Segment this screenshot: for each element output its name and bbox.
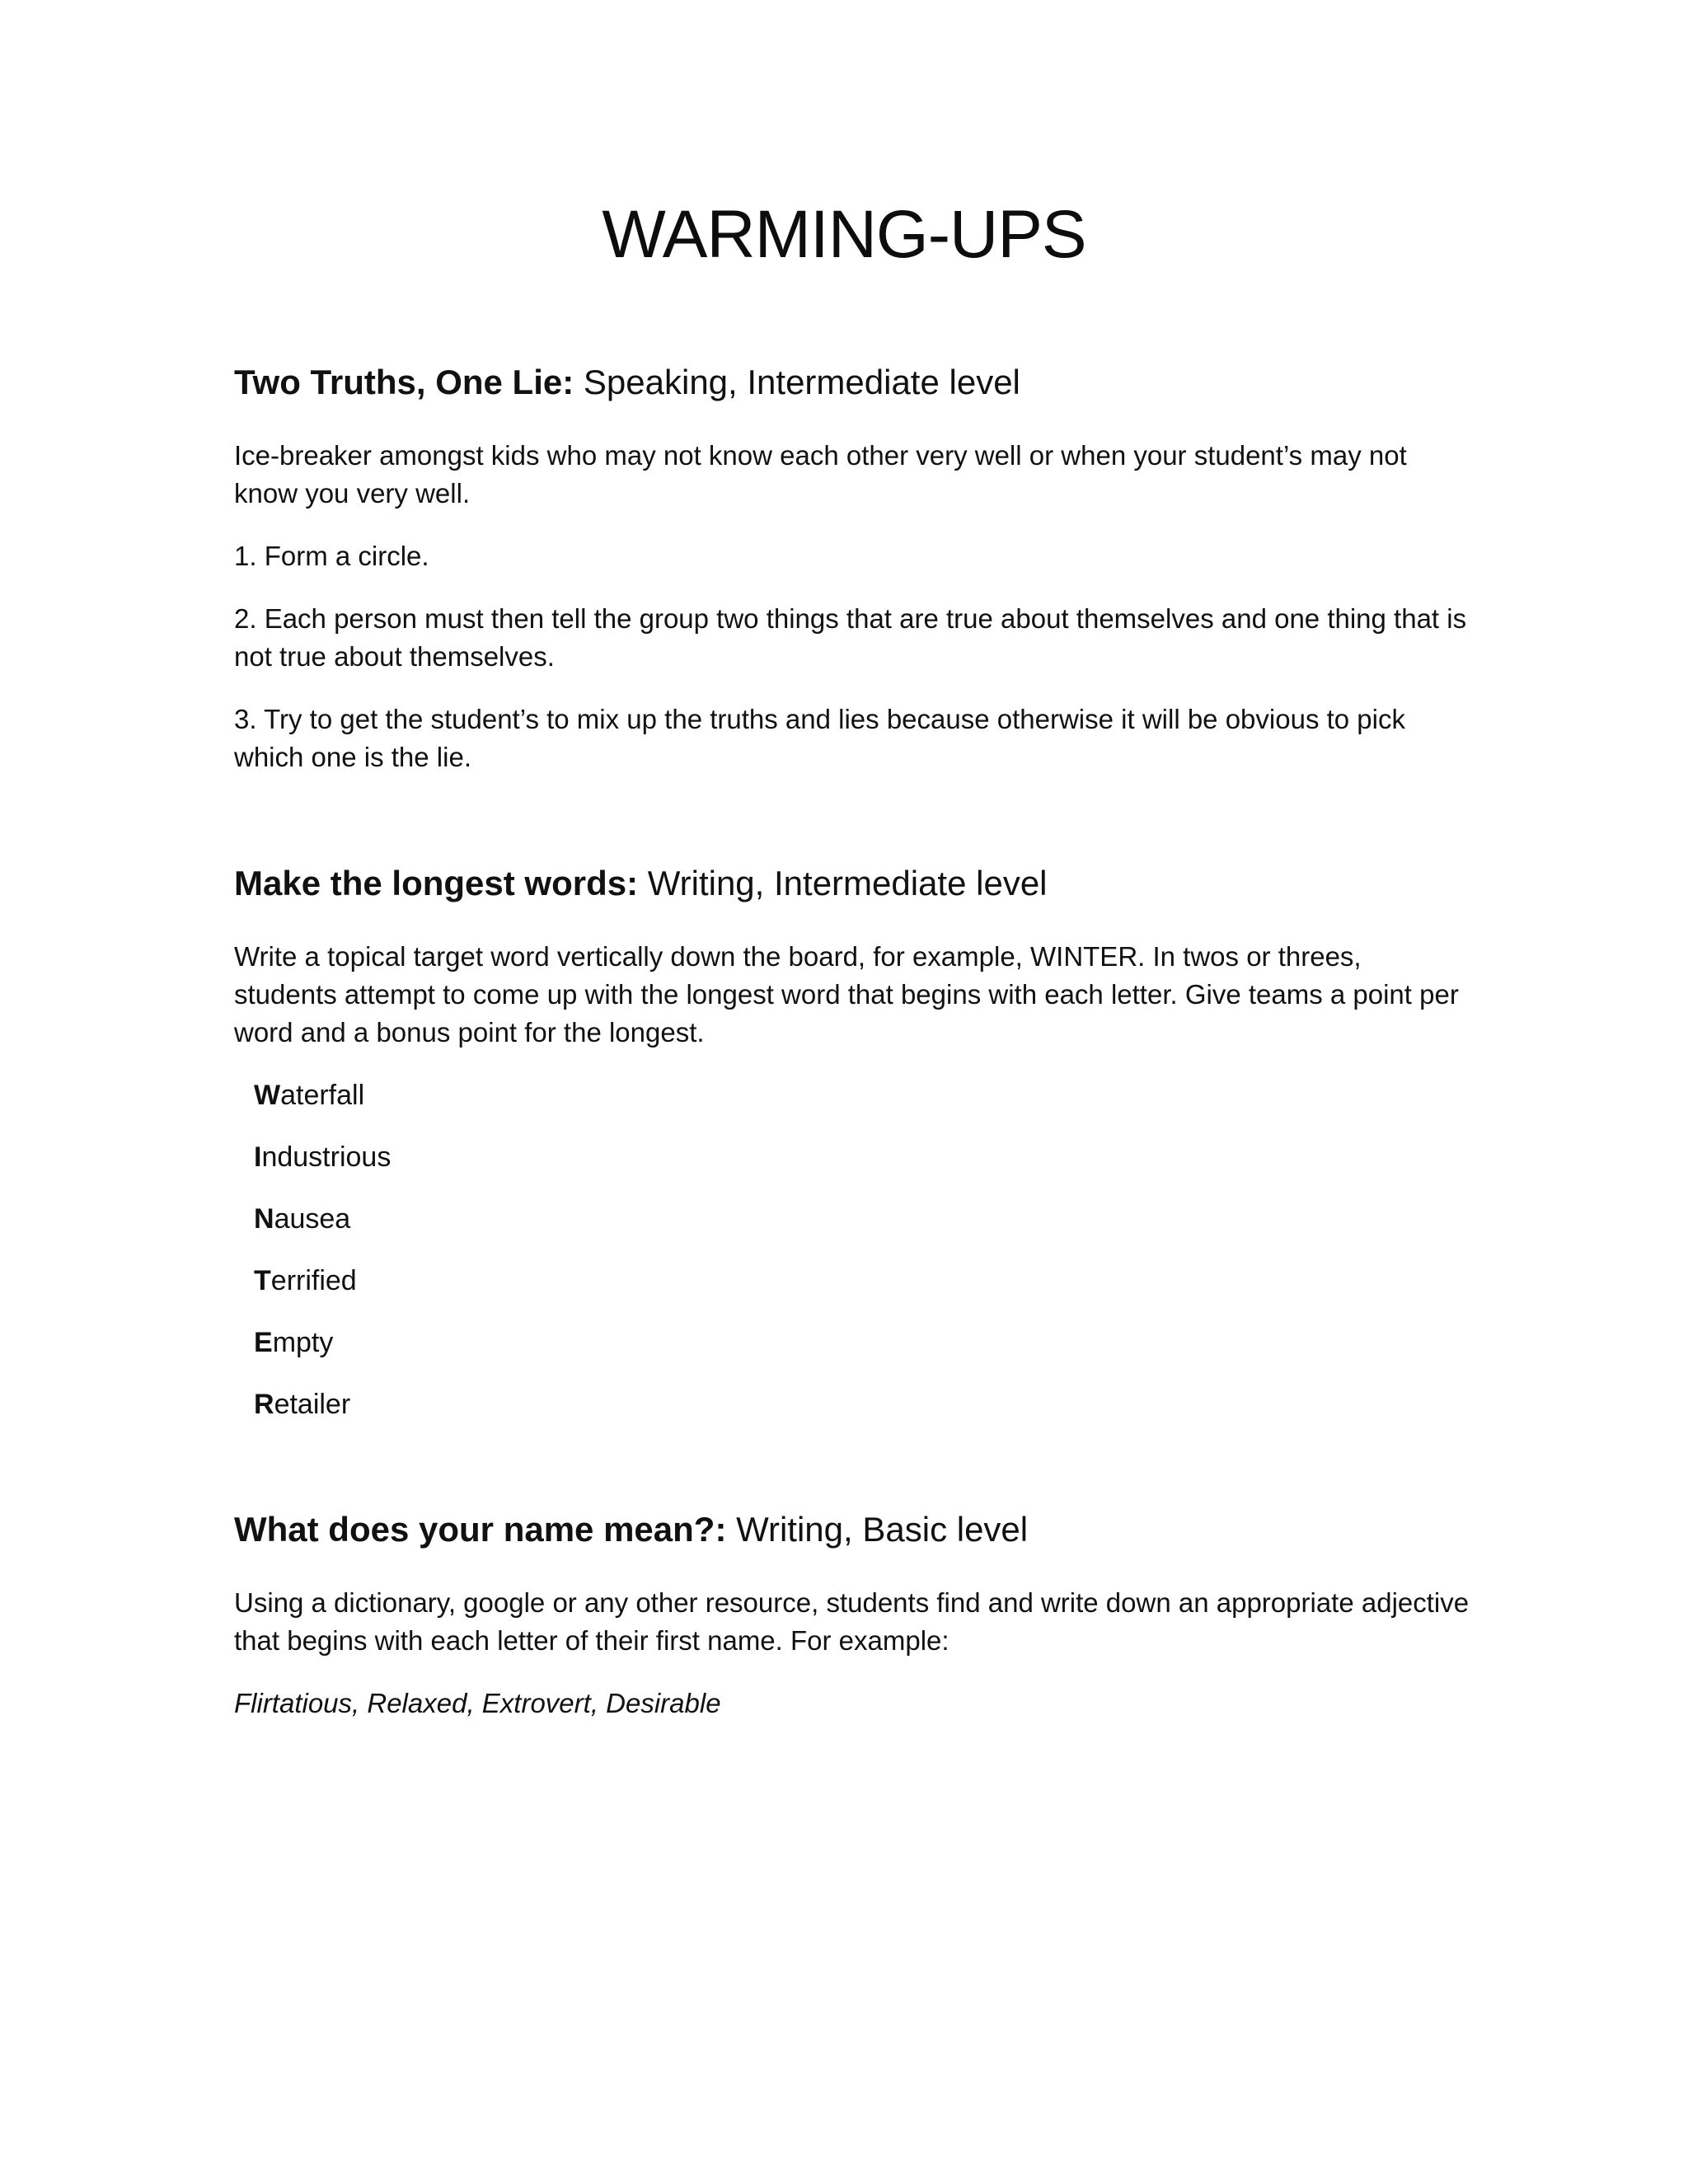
acrostic-rest: ausea — [274, 1203, 351, 1235]
section-heading-name: What does your name mean?: — [234, 1510, 727, 1549]
section-heading-name: Two Truths, One Lie: — [234, 363, 574, 401]
section-heading-name: Make the longest words: — [234, 864, 639, 902]
acrostic-rest: ndustrious — [261, 1141, 392, 1173]
acrostic-letter: W — [254, 1080, 281, 1111]
acrostic-rest: errified — [270, 1265, 357, 1296]
acrostic-letter: R — [254, 1389, 274, 1420]
step-item: 2. Each person must then tell the group two things that are true about themselves and one thing that is not true about themselves. — [234, 603, 1467, 672]
page-title: WARMING-UPS — [602, 197, 1086, 272]
step-item: 3. Try to get the student’s to mix up the truths and lies because otherwise it will be obvious to pick which one is the lie. — [234, 704, 1405, 772]
section-two-truths-one-lie — [234, 359, 1470, 776]
section-heading — [234, 359, 1470, 405]
acrostic-letter: T — [254, 1265, 271, 1296]
acrostic-letter: E — [254, 1327, 273, 1358]
section-heading-level: Writing, Intermediate level — [638, 864, 1048, 902]
section-longest-words — [234, 860, 1470, 1447]
acrostic-rest: aterfall — [280, 1080, 365, 1111]
acrostic-item — [234, 1385, 1470, 1423]
section-description: Write a topical target word vertically down the board, for example, WINTER. In twos or threes, students attempt to come up with the longest word that begins with each letter. Give teams a point per word and a bonus point for the longest. — [234, 941, 1459, 1047]
acrostic-item — [234, 1076, 1470, 1114]
section-description: Using a dictionary, google or any other resource, students find and write down an appropriate adjective that begins with each letter of their first name. For example: — [234, 1587, 1470, 1656]
acrostic-item — [234, 1200, 1470, 1238]
step-item: 1. Form a circle. — [234, 541, 429, 571]
section-heading-level: Speaking, Intermediate level — [574, 363, 1020, 401]
section-heading — [234, 860, 1470, 907]
acrostic-letter: I — [254, 1141, 262, 1173]
acrostic-rest: etailer — [274, 1389, 351, 1420]
section-heading-level: Writing, Basic level — [726, 1510, 1029, 1549]
acrostic-item — [234, 1138, 1470, 1176]
section-intro: Ice-breaker amongst kids who may not know each other very well or when your student’s may not know you very well. — [234, 440, 1407, 509]
example-text: Flirtatious, Relaxed, Extrovert, Desirable — [234, 1688, 721, 1718]
section-heading — [234, 1507, 1470, 1553]
section-name-meaning — [234, 1507, 1470, 1722]
acrostic-list — [234, 1076, 1470, 1423]
acrostic-item — [234, 1324, 1470, 1361]
acrostic-rest: mpty — [272, 1327, 334, 1358]
acrostic-item — [234, 1262, 1470, 1300]
acrostic-letter: N — [254, 1203, 274, 1235]
